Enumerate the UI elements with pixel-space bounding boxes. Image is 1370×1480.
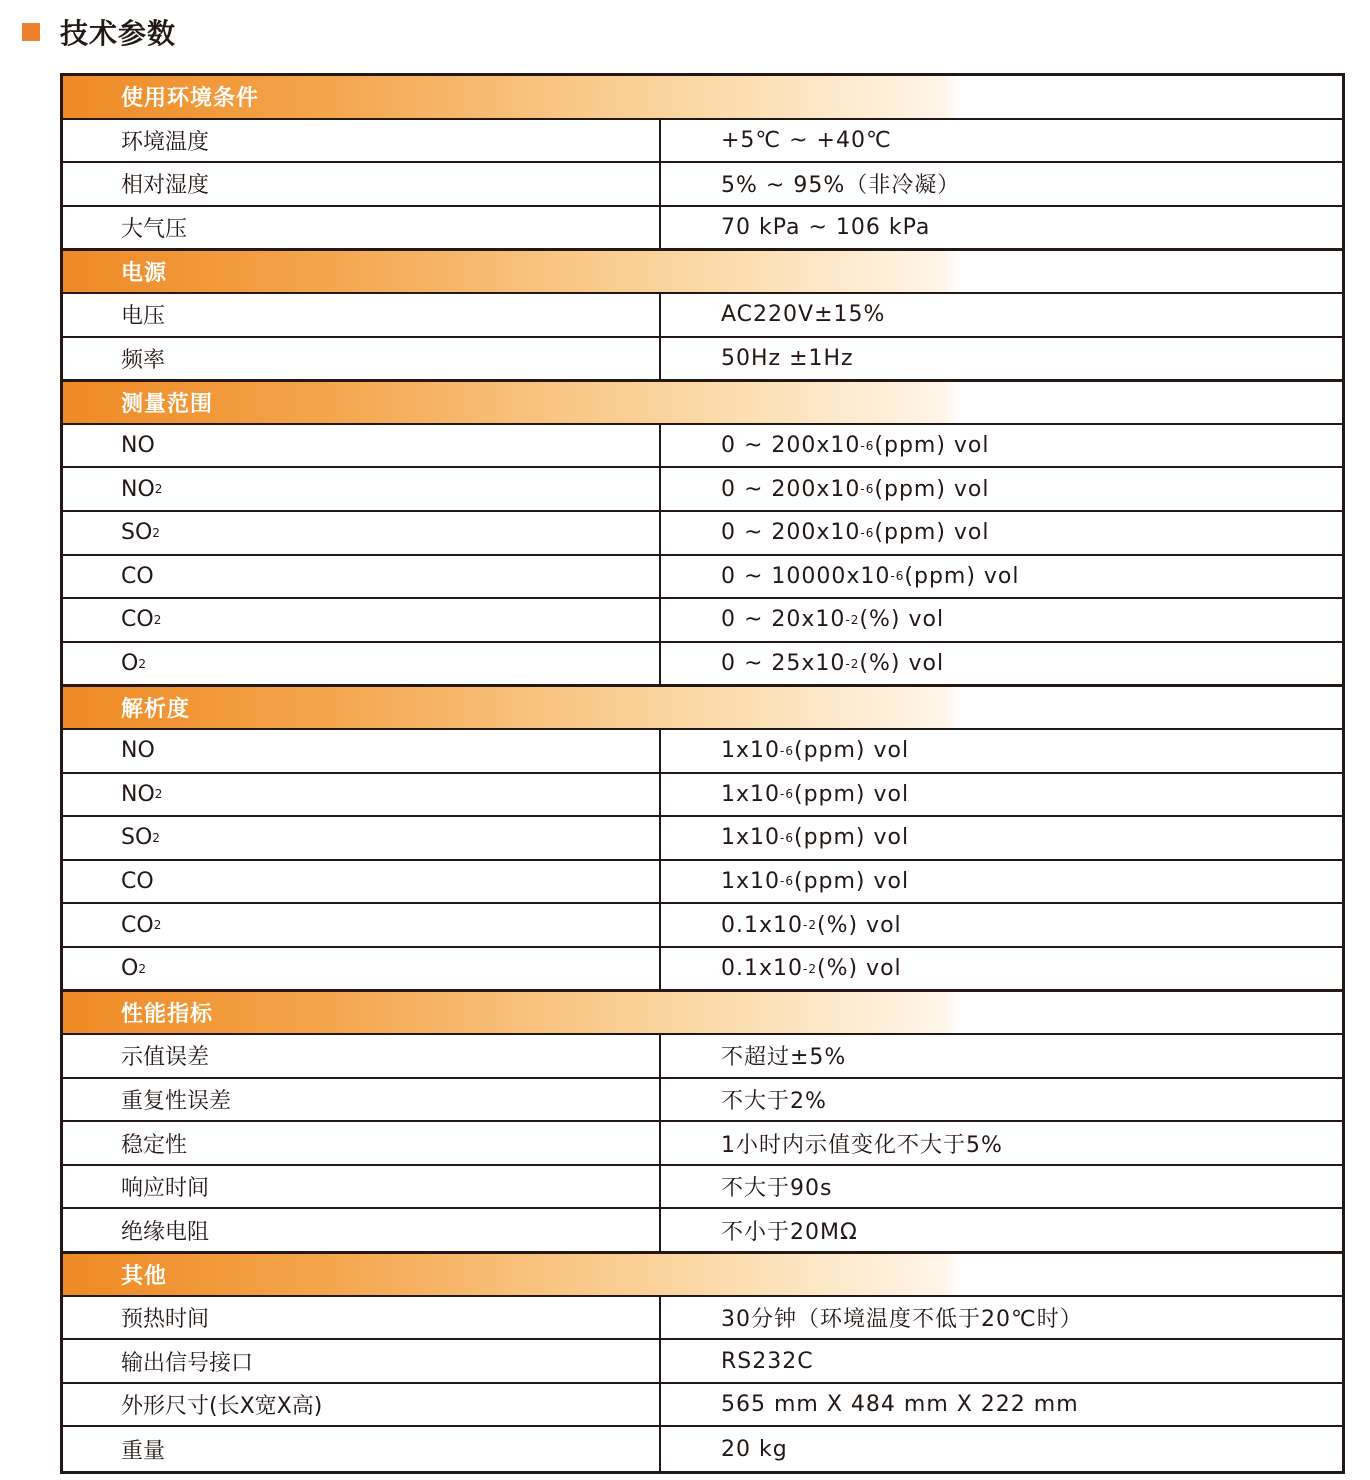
page-header — [22, 14, 176, 50]
param-name: 响应时间 — [121, 1176, 210, 1202]
param-value-cell — [661, 861, 1342, 903]
param-value-unit: (%) vol — [816, 956, 902, 982]
table-row — [63, 163, 1342, 207]
param-name-subscript: 2 — [152, 830, 160, 845]
param-name-subscript: 2 — [154, 482, 163, 497]
table-row — [63, 120, 1342, 164]
table-row — [63, 1297, 1342, 1341]
param-name-cell — [63, 207, 661, 249]
param-name: SO — [121, 825, 153, 851]
param-value-cell — [661, 120, 1342, 162]
param-value: 不大于90s — [721, 1176, 833, 1202]
param-value-cell — [661, 1384, 1342, 1426]
param-value-unit: (ppm) vol — [793, 868, 910, 894]
param-value-cell — [661, 468, 1342, 510]
param-value: 0 ~ 200x10 — [721, 433, 861, 459]
table-row — [63, 1166, 1342, 1210]
param-name-cell — [63, 163, 661, 205]
param-name-subscript: 2 — [138, 961, 146, 976]
param-name: NO — [121, 476, 155, 502]
param-name-cell — [63, 599, 661, 641]
param-name: 电压 — [121, 304, 166, 330]
param-value: 565 mm X 484 mm X 222 mm — [721, 1392, 1079, 1418]
param-value: 0 ~ 200x10 — [721, 520, 861, 546]
param-name-cell — [63, 294, 661, 336]
param-name-cell — [63, 730, 661, 772]
param-value-exponent: -2 — [803, 918, 817, 933]
param-value-exponent: -6 — [780, 743, 794, 758]
table-row — [63, 294, 1342, 338]
param-name: 重量 — [121, 1438, 166, 1464]
param-value-unit: (%) vol — [859, 651, 945, 677]
param-value: 0 ~ 25x10 — [721, 651, 846, 677]
table-row — [63, 948, 1342, 992]
table-row — [63, 512, 1342, 556]
section-label: 测量范围 — [121, 391, 214, 417]
param-name-cell — [63, 1340, 661, 1382]
param-name: CO — [121, 868, 154, 894]
param-value-unit: (ppm) vol — [874, 520, 990, 546]
param-name: 绝缘电阻 — [121, 1219, 210, 1245]
param-name-cell — [63, 1427, 661, 1471]
param-value-cell — [661, 643, 1342, 685]
param-value-exponent: -2 — [845, 656, 860, 671]
param-value: 0.1x10 — [721, 956, 804, 982]
table-row — [63, 338, 1342, 382]
table-row — [63, 207, 1342, 251]
param-name-subscript: 2 — [153, 612, 162, 627]
param-value-unit: (%) vol — [816, 912, 902, 938]
table-row — [63, 643, 1342, 687]
param-value: +5℃ ~ +40℃ — [721, 127, 892, 153]
page-title: 技术参数 — [60, 17, 177, 50]
param-name: CO — [121, 912, 154, 938]
param-value: 不小于20MΩ — [721, 1219, 858, 1245]
param-name: NO — [121, 738, 155, 764]
param-name-cell — [63, 1166, 661, 1208]
param-value-exponent: -6 — [780, 787, 794, 802]
param-value: 5% ~ 95%（非冷凝） — [721, 173, 961, 199]
param-value: 0.1x10 — [721, 912, 804, 938]
param-name-cell — [63, 120, 661, 162]
param-name-cell — [63, 1122, 661, 1164]
param-value-cell — [661, 1035, 1342, 1077]
param-value-cell — [661, 425, 1342, 467]
param-value-cell — [661, 1209, 1342, 1251]
param-value-cell — [661, 1340, 1342, 1382]
param-value: 不大于2% — [721, 1088, 827, 1114]
table-row — [63, 861, 1342, 905]
section-header — [63, 381, 1342, 425]
param-name: CO — [121, 607, 154, 633]
table-row — [63, 1079, 1342, 1123]
param-value-unit: (ppm) vol — [793, 825, 910, 851]
param-value-unit: (ppm) vol — [904, 563, 1020, 589]
param-value-unit: (ppm) vol — [874, 433, 990, 459]
param-value-unit: (%) vol — [859, 607, 945, 633]
param-value: 50Hz ±1Hz — [721, 345, 854, 371]
param-value: 1x10 — [721, 825, 781, 851]
param-name-cell — [63, 1209, 661, 1251]
table-row — [63, 904, 1342, 948]
param-value-cell — [661, 556, 1342, 598]
param-value-unit: (ppm) vol — [793, 738, 910, 764]
param-value-cell — [661, 338, 1342, 380]
param-name-cell — [63, 1079, 661, 1121]
param-value-cell — [661, 294, 1342, 336]
param-value-unit: (ppm) vol — [874, 476, 990, 502]
param-value: 0 ~ 200x10 — [721, 476, 861, 502]
param-value: 1x10 — [721, 738, 781, 764]
param-name-cell — [63, 817, 661, 859]
param-name-cell — [63, 1297, 661, 1339]
param-value-cell — [661, 163, 1342, 205]
section-label: 其他 — [121, 1263, 168, 1289]
param-value-cell — [661, 730, 1342, 772]
param-name-cell — [63, 904, 661, 946]
param-value-exponent: -6 — [860, 482, 875, 497]
param-value: 30分钟（环境温度不低于20℃时） — [721, 1306, 1083, 1332]
param-name: 外形尺寸(长X宽X高) — [121, 1394, 323, 1420]
param-name-subscript: 2 — [138, 656, 146, 671]
table-row — [63, 1035, 1342, 1079]
param-value-exponent: -6 — [780, 830, 794, 845]
table-row — [63, 1340, 1342, 1384]
section-label: 解析度 — [121, 697, 191, 723]
table-row — [63, 1209, 1342, 1253]
table-row — [63, 425, 1342, 469]
param-value-exponent: -6 — [780, 874, 794, 889]
param-name: 大气压 — [121, 217, 188, 243]
param-value: 70 kPa ~ 106 kPa — [721, 215, 931, 241]
param-name-cell — [63, 338, 661, 380]
param-name: 示值误差 — [121, 1045, 210, 1071]
param-name: 环境温度 — [121, 129, 210, 155]
param-value: 1x10 — [721, 868, 781, 894]
param-name: 频率 — [121, 347, 166, 373]
param-value-cell — [661, 1297, 1342, 1339]
section-label: 使用环境条件 — [121, 86, 260, 112]
section-header — [63, 250, 1342, 294]
param-value-exponent: -2 — [845, 612, 860, 627]
param-value-exponent: -6 — [890, 569, 905, 584]
param-value: 20 kg — [721, 1436, 788, 1462]
param-value-cell — [661, 599, 1342, 641]
spec-table — [60, 73, 1345, 1474]
section-header — [63, 686, 1342, 730]
param-value: 0 ~ 20x10 — [721, 607, 846, 633]
param-value-cell — [661, 1079, 1342, 1121]
param-name: 相对湿度 — [121, 173, 210, 199]
param-name-subscript: 2 — [152, 525, 160, 540]
param-name-subscript: 2 — [153, 918, 162, 933]
section-label: 电源 — [121, 261, 168, 287]
param-value-cell — [661, 207, 1342, 249]
table-row — [63, 774, 1342, 818]
param-name: SO — [121, 520, 153, 546]
param-value-cell — [661, 1166, 1342, 1208]
param-value-cell — [661, 904, 1342, 946]
param-name: NO — [121, 781, 155, 807]
param-name-cell — [63, 1384, 661, 1426]
param-name-cell — [63, 948, 661, 990]
param-value-exponent: -2 — [803, 961, 817, 976]
table-row — [63, 556, 1342, 600]
table-row — [63, 468, 1342, 512]
param-value-cell — [661, 512, 1342, 554]
table-row — [63, 1122, 1342, 1166]
section-header — [63, 76, 1342, 120]
param-name: 稳定性 — [121, 1132, 188, 1158]
table-row — [63, 599, 1342, 643]
param-value-cell — [661, 1122, 1342, 1164]
param-value-cell — [661, 1427, 1342, 1471]
param-name-cell — [63, 468, 661, 510]
param-name: NO — [121, 433, 155, 459]
param-value-cell — [661, 817, 1342, 859]
param-name-subscript: 2 — [154, 787, 163, 802]
param-name-cell — [63, 425, 661, 467]
param-value-exponent: -6 — [860, 525, 875, 540]
param-name: 重复性误差 — [121, 1088, 232, 1114]
param-name-cell — [63, 1035, 661, 1077]
section-header — [63, 1253, 1342, 1297]
title-marker-icon — [22, 23, 40, 41]
param-value-exponent: -6 — [860, 438, 875, 453]
param-value: 1小时内示值变化不大于5% — [721, 1132, 1003, 1158]
table-row — [63, 817, 1342, 861]
param-name: 预热时间 — [121, 1306, 210, 1332]
param-value: 不超过±5% — [721, 1045, 847, 1071]
param-name: 输出信号接口 — [121, 1350, 254, 1376]
table-row — [63, 1427, 1342, 1471]
param-name: O — [121, 651, 139, 677]
param-value: RS232C — [721, 1348, 814, 1374]
param-name-cell — [63, 774, 661, 816]
param-name-cell — [63, 861, 661, 903]
param-name-cell — [63, 643, 661, 685]
param-name-cell — [63, 556, 661, 598]
param-name-cell — [63, 512, 661, 554]
param-value: 0 ~ 10000x10 — [721, 563, 891, 589]
table-row — [63, 1384, 1342, 1428]
param-value: AC220V±15% — [721, 302, 886, 328]
param-value: 1x10 — [721, 781, 781, 807]
param-value-unit: (ppm) vol — [793, 781, 910, 807]
param-name: O — [121, 956, 139, 982]
section-label: 性能指标 — [121, 1002, 214, 1028]
param-value-cell — [661, 774, 1342, 816]
param-name: CO — [121, 563, 154, 589]
section-header — [63, 991, 1342, 1035]
table-row — [63, 730, 1342, 774]
param-value-cell — [661, 948, 1342, 990]
